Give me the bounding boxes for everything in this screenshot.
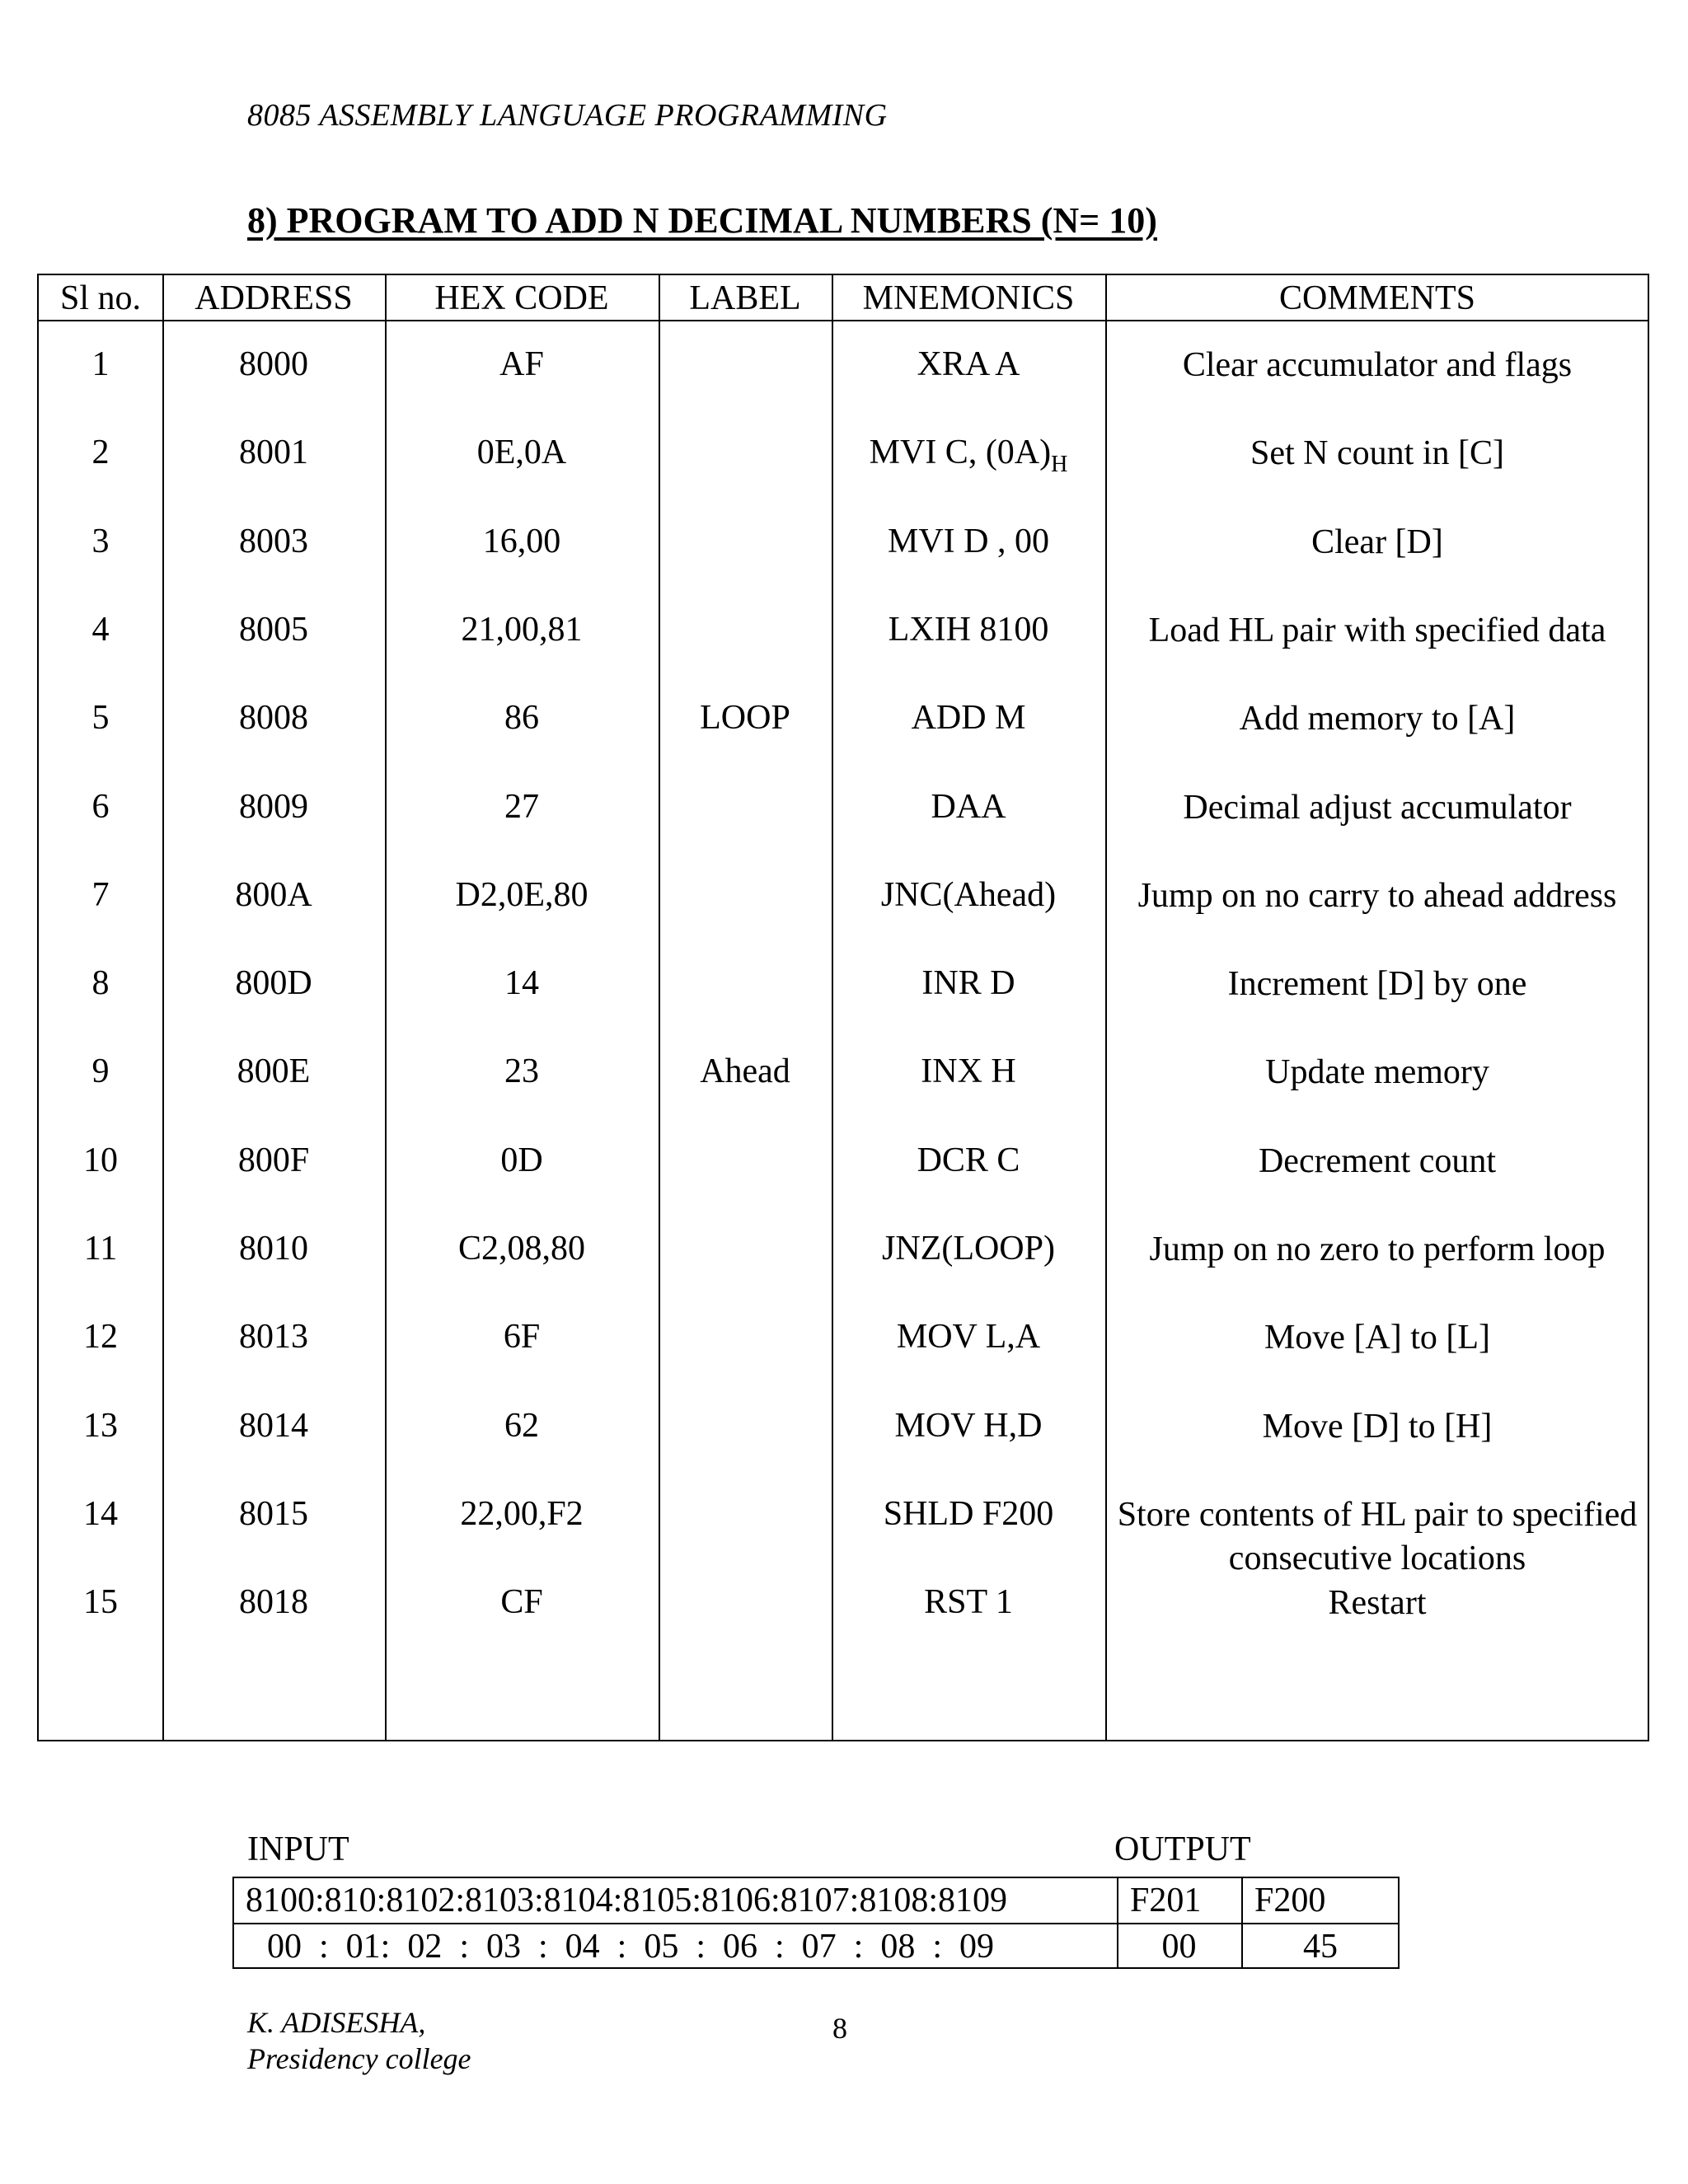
cell-comment: Clear [D] xyxy=(1311,523,1443,561)
cell-comment: Decrement count xyxy=(1258,1141,1497,1180)
cell-sl-no: 3 xyxy=(91,522,110,560)
cell-sl-no: 5 xyxy=(91,699,110,738)
output-header-f200: F200 xyxy=(1254,1882,1326,1919)
output-header-f201: F201 xyxy=(1130,1882,1202,1919)
page-title: 8) PROGRAM TO ADD N DECIMAL NUMBERS (N= 10) xyxy=(247,200,1157,241)
cell-address: 8014 xyxy=(239,1406,308,1445)
cell-hex-code: 0E,0A xyxy=(476,434,567,472)
cell-sl-no: 15 xyxy=(83,1583,118,1622)
input-addresses: 8100:810:8102:8103:8104:8105:8106:8107:8108:8109 xyxy=(246,1882,1008,1919)
cell-sl-no: 11 xyxy=(83,1230,118,1268)
cell-hex-code: 62 xyxy=(504,1406,539,1445)
cell-mnemonic: DCR C xyxy=(917,1141,1020,1179)
cell-address: 8008 xyxy=(239,699,308,738)
column-header-mnemonics: MNEMONICS xyxy=(862,279,1075,317)
cell-sl-no: 8 xyxy=(91,964,110,1003)
cell-mnemonic: XRA A xyxy=(917,345,1020,383)
cell-comment: Jump on no zero to perform loop xyxy=(1149,1230,1606,1268)
cell-comment: Move [D] to [H] xyxy=(1262,1407,1493,1446)
column-divider xyxy=(659,275,660,1740)
cell-address: 800F xyxy=(237,1141,310,1179)
input-values: 00 : 01: 02 : 03 : 04 : 05 : 06 : 07 : 08 : 09 xyxy=(267,1928,995,1966)
cell-mnemonic: MOV H,D xyxy=(894,1406,1043,1445)
program-table xyxy=(37,274,1649,1741)
cell-hex-code: 21,00,81 xyxy=(461,610,583,649)
cell-hex-code: 6F xyxy=(503,1318,541,1357)
column-divider xyxy=(1105,275,1107,1740)
footer-author xyxy=(247,2004,471,2077)
cell-comment: Decimal adjust accumulator xyxy=(1183,788,1572,827)
cell-label: LOOP xyxy=(700,699,790,738)
cell-comment: Update memory xyxy=(1265,1053,1489,1092)
cell-address: 8015 xyxy=(239,1494,308,1533)
cell-hex-code: 23 xyxy=(504,1052,539,1091)
cell-comment: Jump on no carry to ahead address xyxy=(1137,876,1617,915)
cell-mnemonic: JNC(Ahead) xyxy=(880,875,1057,914)
cell-sl-no: 2 xyxy=(91,434,110,472)
cell-address: 8003 xyxy=(239,522,308,560)
cell-hex-code: 16,00 xyxy=(482,522,561,560)
cell-sl-no: 6 xyxy=(91,787,110,826)
cell-address: 8010 xyxy=(239,1230,308,1268)
cell-sl-no: 7 xyxy=(91,875,110,914)
cell-hex-code: 22,00,F2 xyxy=(460,1494,584,1533)
output-value-f201: 00 xyxy=(1161,1928,1197,1966)
output-value-f200: 45 xyxy=(1303,1928,1338,1966)
cell-sl-no: 1 xyxy=(91,345,110,383)
cell-address: 8009 xyxy=(239,787,308,826)
cell-sl-no: 9 xyxy=(91,1052,110,1091)
mnemonic-subscript: H xyxy=(1051,452,1068,478)
column-header-hex-code: HEX CODE xyxy=(434,279,609,317)
cell-comment: Load HL pair with specified data xyxy=(1148,611,1606,649)
cell-comment: Add memory to [A] xyxy=(1239,700,1516,738)
cell-address: 800A xyxy=(235,875,312,914)
cell-address: 8000 xyxy=(239,345,308,383)
io-table xyxy=(232,1877,1400,1969)
cell-comment: Increment [D] by one xyxy=(1227,965,1527,1004)
cell-mnemonic: MOV L,A xyxy=(896,1318,1041,1357)
cell-comment: Move [A] to [L] xyxy=(1264,1319,1491,1357)
cell-comment: Clear accumulator and flags xyxy=(1182,346,1573,384)
college-name: Presidency college xyxy=(247,2042,471,2075)
cell-sl-no: 14 xyxy=(83,1494,118,1533)
cell-sl-no: 4 xyxy=(91,610,110,649)
cell-mnemonic: ADD M xyxy=(911,699,1026,738)
cell-hex-code: C2,08,80 xyxy=(457,1230,585,1268)
cell-mnemonic: JNZ(LOOP) xyxy=(882,1230,1055,1268)
cell-hex-code: 14 xyxy=(504,964,539,1003)
cell-comment: Set N count in [C] xyxy=(1250,434,1504,473)
cell-sl-no: 13 xyxy=(83,1406,118,1445)
cell-mnemonic: RST 1 xyxy=(924,1583,1013,1622)
cell-mnemonic: MVI D , 00 xyxy=(888,522,1049,560)
column-header-sl-no: Sl no. xyxy=(59,279,142,317)
cell-address: 8005 xyxy=(239,610,308,649)
cell-address: 800D xyxy=(235,964,312,1003)
cell-sl-no: 12 xyxy=(83,1318,118,1357)
cell-address: 8001 xyxy=(239,434,308,472)
mnemonic-text: MVI C, (0A) xyxy=(869,434,1052,472)
cell-sl-no: 10 xyxy=(83,1141,118,1179)
cell-mnemonic xyxy=(832,432,1105,485)
cell-address: 800E xyxy=(237,1052,311,1091)
header-divider xyxy=(39,320,1648,321)
input-label: INPUT xyxy=(247,1830,349,1868)
page-number: 8 xyxy=(832,2012,847,2045)
cell-mnemonic: SHLD F200 xyxy=(883,1494,1054,1533)
cell-mnemonic: INX H xyxy=(921,1052,1016,1091)
cell-mnemonic: DAA xyxy=(931,787,1006,826)
cell-hex-code: 27 xyxy=(504,787,539,826)
cell-hex-code: AF xyxy=(499,345,544,383)
cell-label: Ahead xyxy=(700,1052,790,1091)
column-header-comments: COMMENTS xyxy=(1278,279,1476,317)
output-label: OUTPUT xyxy=(1114,1830,1251,1868)
cell-hex-code: CF xyxy=(500,1583,543,1622)
cell-hex-code: 86 xyxy=(504,699,539,738)
author-name: K. ADISESHA, xyxy=(247,2006,426,2039)
column-header-label: LABEL xyxy=(689,279,801,317)
cell-hex-code: D2,0E,80 xyxy=(455,875,588,914)
cell-address: 8013 xyxy=(239,1318,308,1357)
cell-mnemonic: LXIH 8100 xyxy=(888,610,1049,649)
cell-comment: Restart xyxy=(1328,1584,1427,1623)
cell-hex-code: 0D xyxy=(500,1141,543,1179)
cell-address: 8018 xyxy=(239,1583,308,1622)
cell-mnemonic: INR D xyxy=(921,964,1015,1003)
cell-comment: Store contents of HL pair to specified consecutive locations xyxy=(1117,1495,1638,1577)
column-header-address: ADDRESS xyxy=(195,279,353,317)
running-header: 8085 ASSEMBLY LANGUAGE PROGRAMMING xyxy=(247,98,888,133)
